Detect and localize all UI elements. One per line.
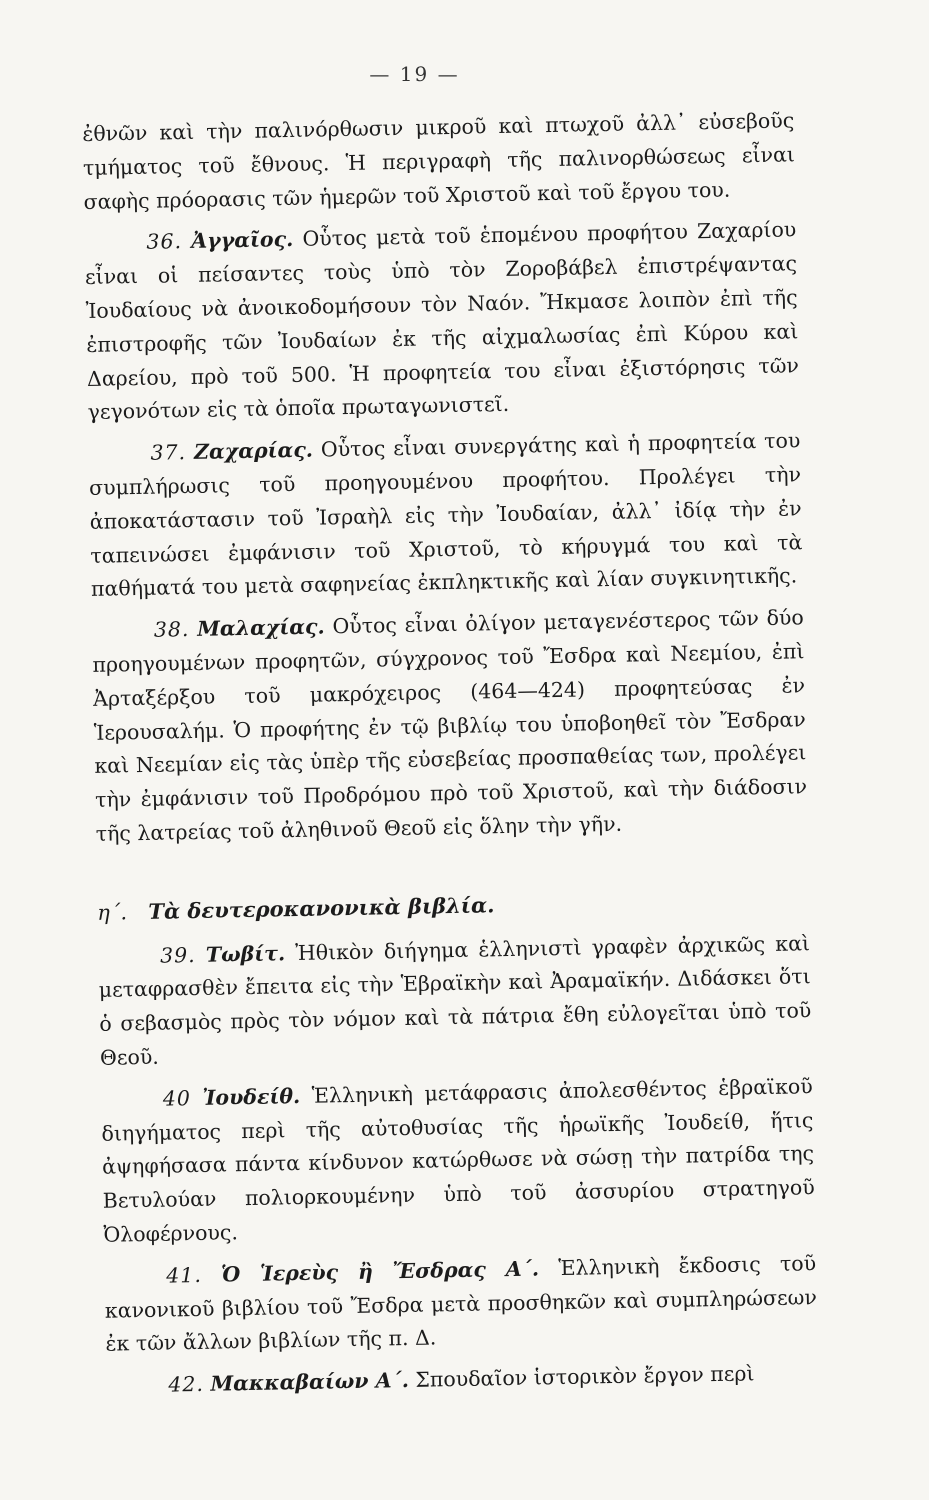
entry-number: 42. [168, 1371, 205, 1397]
entry-36 [84, 214, 800, 430]
entry-text: Οὗτος μετὰ τοῦ ἑπομένου προφήτου Ζαχαρίου εἶναι οἱ πείσαντες τοὺς ὑπὸ τὸν Ζοροβάβελ ἐπιστρέψαντας Ἰουδαίους νὰ ἀνοικοδομήσουν τὸν Ναόν. Ἤκμασε λοιπὸν ἐπὶ τῆς ἐπιστροφῆς τῶν Ἰουδαίων ἐκ τῆς αἰχμαλωσίας ἐπὶ Κύρου καὶ Δαρείου, πρὸ τοῦ 500. Ἡ προφητεία του εἶναι ἐξιστόρησις τῶν γεγονότων εἰς τὰ ὁποῖα πρωταγωνιστεῖ. [84, 217, 800, 425]
entry-text: Ἑλληνικὴ μετάφρασις ἀπολεσθέντος ἑβραϊκοῦ διηγήματος περὶ τῆς αὐτοθυσίας τῆς ἡρωϊκῆς Ἰουδείθ, ἥτις ἀψηφήσασα πάντα κίνδυνον κατώρθωσε νὰ σώσῃ τὴν πατρίδα της Βετυλούαν πολιορκουμένην ὑπὸ τοῦ ἀσσυρίου στρατηγοῦ Ὀλοφέρνους. [101, 1073, 815, 1247]
section-heading [97, 882, 810, 930]
section-title: Τὰ δευτεροκανονικὰ βιβλία. [148, 891, 495, 924]
entry-title: Ὁ Ἱερεὺς ἢ Ἔσδρας Α΄. [220, 1256, 540, 1287]
entry-text: Ἠθικὸν διήγημα ἑλληνιστὶ γραφὲν ἀρχικῶς καὶ μεταφρασθὲν ἔπειτα εἰς τὴν Ἑβραϊκὴν καὶ Ἀραμαϊκήν. Διδάσκει ὅτι ὁ σεβασμὸς πρὸς τὸν νόμον καὶ τὰ πάτρια ἔθη εὐλογεῖται ὑπὸ τοῦ Θεοῦ. [98, 930, 812, 1070]
entry-38 [92, 601, 808, 851]
entry-42 [106, 1356, 819, 1403]
entry-title: Ἰουδείθ. [202, 1083, 301, 1110]
entry-title: Ἀγγαῖος. [191, 227, 294, 254]
entry-number: 39. [159, 942, 196, 968]
section-number: η΄. [97, 900, 128, 925]
opening-paragraph: ἐθνῶν καὶ τὴν παλινόρθωσιν μικροῦ καὶ πτωχοῦ ἀλλ᾽ εὐσεβοῦς τμήματος τοῦ ἔθνους. Ἡ περιγραφὴ τῆς παλινορθώσεως εἶναι σαφὴς πρόορασις τῶν ἡμερῶν τοῦ Χριστοῦ καὶ τοῦ ἔργου του. [82, 108, 796, 214]
entry-37 [88, 424, 803, 607]
entry-text: Ἑλληνικὴ ἔκδοσις τοῦ κανονικοῦ βιβλίου τοῦ Ἔσδρα μετὰ προσθηκῶν καὶ συμπληρώσεων ἐκ τῶν ἄλλων βιβλίων τῆς π. Δ. [104, 1250, 817, 1357]
entry-41 [104, 1247, 818, 1362]
entry-title: Τωβίτ. [205, 940, 286, 967]
entry-number: 40 [162, 1085, 192, 1111]
entry-40 [101, 1070, 816, 1253]
entry-text: Οὗτος εἶναι συνεργάτης καὶ ἡ προφητεία του συμπλήρωσις τοῦ προηγουμένου προφήτου. Προλέγει τὴν ἀποκατάστασιν τοῦ Ἰσραὴλ εἰς τὴν Ἰουδαίαν, ἀλλ᾽ ἰδίᾳ τὴν ἐν ταπεινώσει ἐμφάνισιν τοῦ Χριστοῦ, τὸ κήρυγμά του καὶ τὰ παθήματά του μετὰ σαφηνείας ἐκπληκτικῆς καὶ λίαν συγκινητικῆς. [88, 428, 803, 602]
entry-39 [98, 927, 812, 1076]
page-text [82, 104, 819, 1403]
entry-title: Μαλαχίας. [197, 614, 325, 642]
entry-number: 38. [153, 617, 190, 642]
entry-text: Σπουδαῖον ἱστορικὸν ἔργον περὶ [415, 1361, 755, 1392]
entry-number: 41. [166, 1262, 203, 1288]
entry-number: 36. [146, 229, 183, 255]
entry-title: Μακκαβαίων Α΄. [210, 1368, 410, 1396]
entry-text: Οὗτος εἶναι ὀλίγον μεταγενέστερος τῶν δύο προηγουμένων προφητῶν, σύγχρονος τοῦ Ἔσδρα καὶ Νεεμίου, ἐπὶ Ἀρταξέρξου τοῦ μακρόχειρος (464—424) προφητεύσας ἐν Ἱερουσαλήμ. Ὁ προφήτης ἐν τῷ βιβλίῳ του ὑποβοηθεῖ τὸν Ἔσδραν καὶ Νεεμίαν εἰς τὰς ὑπὲρ τῆς εὐσεβείας προσπαθείας των, προλέγει τὴν ἐμφάνισιν τοῦ Προδρόμου πρὸ τοῦ Χριστοῦ, καὶ τὴν διάδοσιν τῆς λατρείας τοῦ ἀληθινοῦ Θεοῦ εἰς ὅλην τὴν γῆν. [92, 605, 808, 846]
entry-number: 37. [150, 440, 187, 465]
page-number: — 19 — [369, 62, 460, 86]
entry-title: Ζαχαρίας. [193, 437, 314, 465]
